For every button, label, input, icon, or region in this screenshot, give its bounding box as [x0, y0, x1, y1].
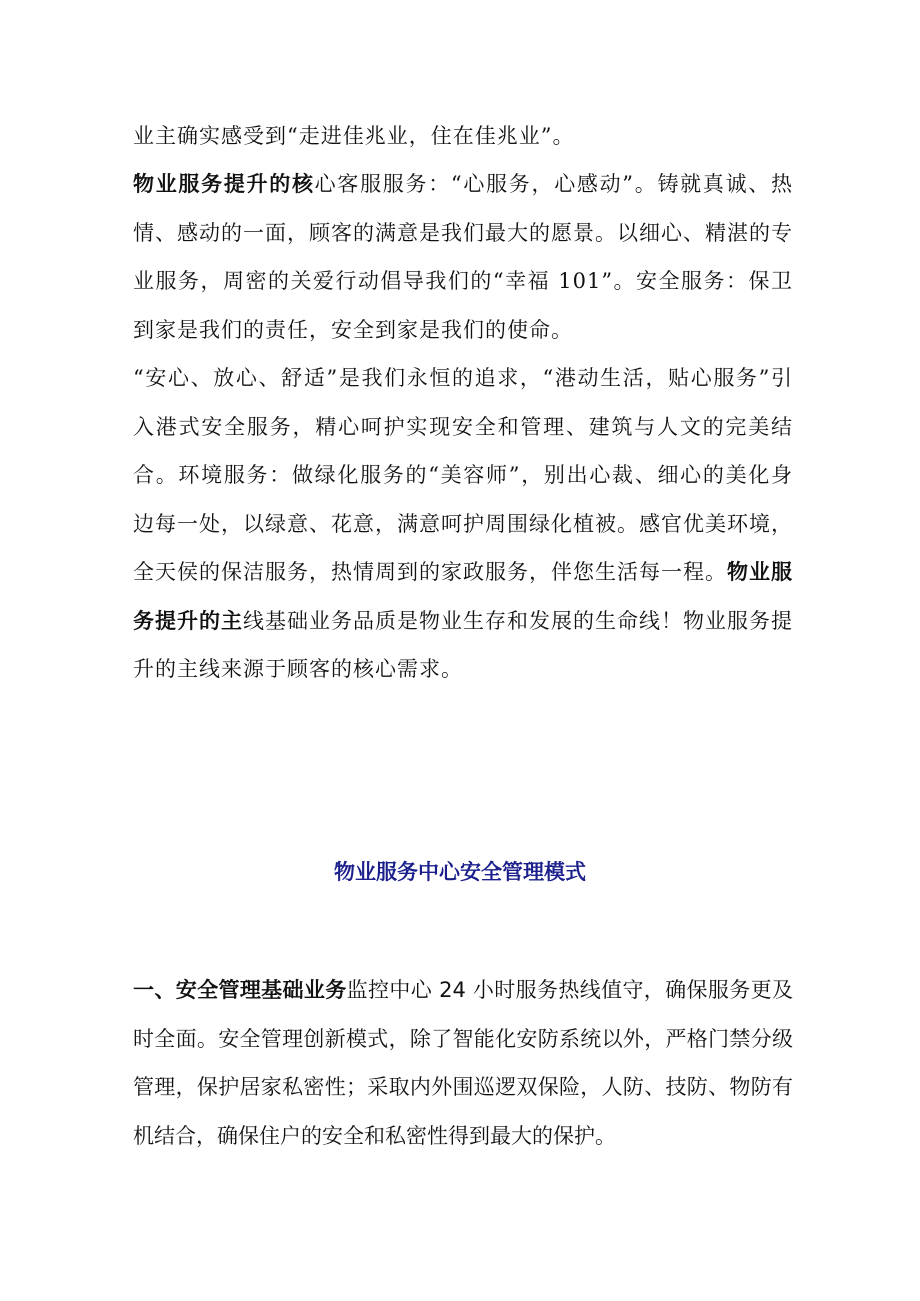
bold-inline-text: 物业服务提升的主: [133, 560, 793, 633]
paragraph-safety-environment: [133, 354, 793, 694]
paragraph-text: 监控中心 24 小时服务热线值守，确保服务更及时全面。安全管理创新模式，除了智能化安防系统以外，严格门禁分级管理，保护居家私密性；采取内外围巡逻双保险，人防、技防、物防有机结合，确保住户的安全和私密性得到最大的保护。: [133, 978, 793, 1148]
section-heading: 一、安全管理基础业务: [133, 978, 347, 1002]
paragraph-text: “安心、放心、舒适”是我们永恒的追求，“港动生活，贴心服务”引入港式安全服务，精心呵护实现安全和管理、建筑与人文的完美结合。环境服务：做绿化服务的“美容师”，别出心裁、细心的美化身边每一处，以绿意、花意，满意呵护周围绿化植被。感官优美环境，全天侯的保洁服务，热情周到的家政服务，伴您生活每一程。: [133, 366, 793, 584]
bold-lead-text: 物业服务提升的核: [133, 172, 315, 196]
paragraph-intro-closing: 业主确实感受到“走进佳兆业，住在佳兆业”。: [133, 124, 575, 148]
paragraph-text: 心客服服务：“心服务，心感动”。铸就真诚、热情、感动的一面，顾客的满意是我们最大的愿景。以细心、精湛的专业服务，周密的关爱行动倡导我们的“幸福 101”。安全服务：保卫到家是我们的责任，安全到家是我们的使命。: [133, 172, 793, 342]
paragraph-text: 线基础业务品质是物业生存和发展的生命线！物业服务提升的主线来源于顾客的核心需求。: [133, 608, 793, 681]
paragraph-customer-service: [133, 160, 793, 354]
section-title: 物业服务中心安全管理模式: [334, 860, 586, 884]
paragraph-security-basics: [133, 966, 793, 1160]
